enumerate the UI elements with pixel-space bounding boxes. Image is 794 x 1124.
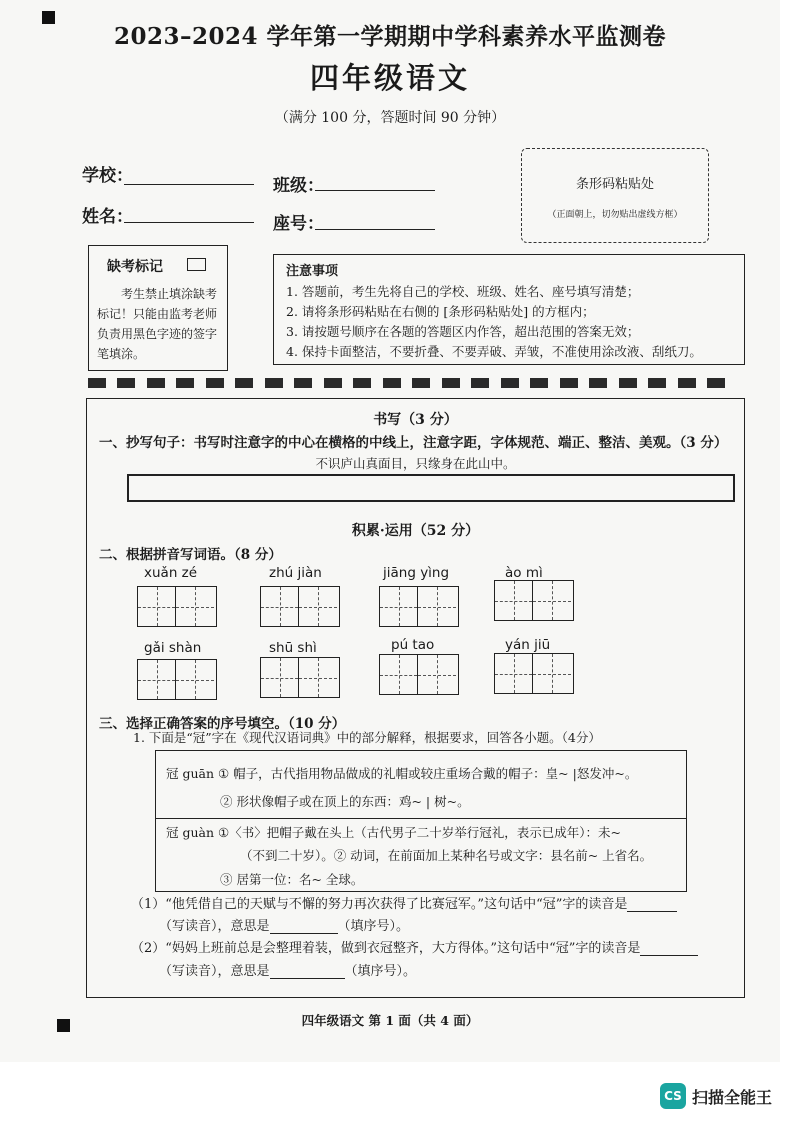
word-answer-grid[interactable] — [260, 657, 340, 698]
pinyin-label: gǎi shàn — [144, 640, 202, 656]
absent-mark-title: 缺考标记 — [107, 259, 163, 275]
copy-answer-box[interactable] — [127, 474, 735, 502]
question-3-1: 1. 下面是“冠”字在《现代汉语词典》中的部分解释，根据要求，回答各小题。（4分） — [133, 730, 601, 745]
pinyin-label: xuǎn zé — [144, 565, 198, 581]
word-answer-grid[interactable] — [260, 586, 340, 627]
meaning-blank[interactable] — [270, 965, 345, 979]
app-name: 扫描全能王 — [692, 1087, 773, 1107]
pinyin-label: zhú jiàn — [269, 565, 322, 581]
word-answer-grid[interactable] — [379, 654, 459, 695]
seat-label: 座号： — [273, 214, 324, 234]
notes-box — [273, 254, 745, 365]
absent-mark-instructions: 考生禁止填涂缺考标记！只能由监考老师负责用黑色字迹的签字笔填涂。 — [97, 287, 218, 361]
note-item: 4. 保持卡面整洁，不要折叠、不要弄破、弄皱，不准使用涂改液、刮纸刀。 — [286, 344, 702, 359]
exam-subject: 四年级语文 — [309, 61, 470, 95]
answer-area — [86, 398, 745, 998]
copy-sentence: 不识庐山真面目，只缘身在此山中。 — [315, 456, 516, 471]
name-label: 姓名： — [82, 207, 133, 227]
note-item: 1. 答题前，考生先将自己的学校、班级、姓名、座号填写清楚； — [286, 284, 640, 299]
exam-title: 2023–2024 学年第一学期期中学科素养水平监测卷 — [113, 23, 667, 50]
scanner-app-badge — [660, 1083, 772, 1109]
dict-divider — [156, 818, 686, 819]
question-1: 一、抄写句子：书写时注意字的中心在横格的中线上，注意字距，字体规范、端正、整洁、美观。（3 分） — [99, 435, 728, 451]
dict-entry: 冠 guàn ①〈书〉把帽子戴在头上（古代男子二十岁举行冠礼，表示已成年）：未~ — [166, 825, 621, 840]
sub-question-2-cont: （写读音），意思是 （填序号）。 — [159, 964, 417, 979]
class-label: 班级： — [273, 176, 324, 196]
word-answer-grid[interactable] — [137, 659, 217, 700]
pinyin-label: pú tao — [391, 637, 435, 653]
pinyin-label: yán jiū — [505, 637, 551, 653]
pinyin-label: shū shì — [269, 640, 317, 656]
barcode-title: 条形码粘贴处 — [575, 177, 654, 192]
notes-title: 注意事项 — [286, 264, 339, 279]
class-field[interactable] — [315, 190, 435, 191]
absent-mark-box — [88, 245, 228, 371]
sub-question-2: （2）“妈妈上班前总是会整理着装，做到衣冠整齐，大方得体。”这句话中“冠”字的读音是 — [131, 937, 698, 956]
seat-field[interactable] — [315, 229, 435, 230]
score-note: （满分 100 分，答题时间 90 分钟） — [274, 110, 506, 126]
dict-entry: 冠 guān ① 帽子，古代指用物品做成的礼帽或较庄重场合戴的帽子：皇~ |怒发冲~。 — [166, 766, 638, 781]
word-answer-grid[interactable] — [494, 580, 574, 621]
dict-entry: ③ 居第一位：名~ 全球。 — [220, 872, 364, 887]
word-answer-grid[interactable] — [494, 653, 574, 694]
note-item: 2. 请将条形码粘贴在右侧的 [条形码粘贴处] 的方框内； — [286, 304, 595, 319]
sub-question-1: （1）“他凭借自己的天赋与不懈的努力再次获得了比赛冠军。”这句话中“冠”字的读音是 — [131, 893, 677, 912]
word-answer-grid[interactable] — [379, 586, 459, 627]
absent-mark-checkbox[interactable] — [187, 258, 206, 271]
question-3: 三、选择正确答案的序号填空。（10 分） — [99, 716, 346, 732]
barcode-hint: （正面朝上，切勿贴出虚线方框） — [547, 210, 683, 220]
page-footer: 四年级语文 第 1 面（共 4 面） — [301, 1013, 479, 1028]
sub-question-1-cont: （写读音），意思是 （填序号）。 — [159, 919, 410, 934]
question-2: 二、根据拼音写词语。（8 分） — [99, 547, 282, 563]
pronunciation-blank[interactable] — [640, 942, 698, 956]
school-label: 学校： — [82, 166, 133, 186]
meaning-blank[interactable] — [270, 920, 338, 934]
accumulate-section-title: 积累·运用（52 分） — [351, 523, 480, 539]
tear-line — [88, 378, 743, 390]
writing-section-title: 书写（3 分） — [373, 412, 458, 428]
name-field[interactable] — [124, 222, 254, 223]
dict-entry: （不到二十岁）。② 动词，在前面加上某种名号或文字：县名前~ 上省名。 — [240, 848, 653, 863]
pronunciation-blank[interactable] — [627, 898, 677, 912]
dict-entry: ② 形状像帽子或在顶上的东西：鸡~ | 树~。 — [220, 794, 470, 809]
dictionary-excerpt — [155, 750, 687, 892]
barcode-area — [521, 148, 709, 243]
app-logo-icon: CS — [660, 1083, 686, 1109]
pinyin-label: ào mì — [505, 565, 543, 581]
school-field[interactable] — [124, 184, 254, 185]
word-answer-grid[interactable] — [137, 586, 217, 627]
pinyin-label: jiāng yìng — [383, 565, 450, 581]
note-item: 3. 请按题号顺序在各题的答题区内作答，超出范围的答案无效； — [286, 324, 640, 339]
